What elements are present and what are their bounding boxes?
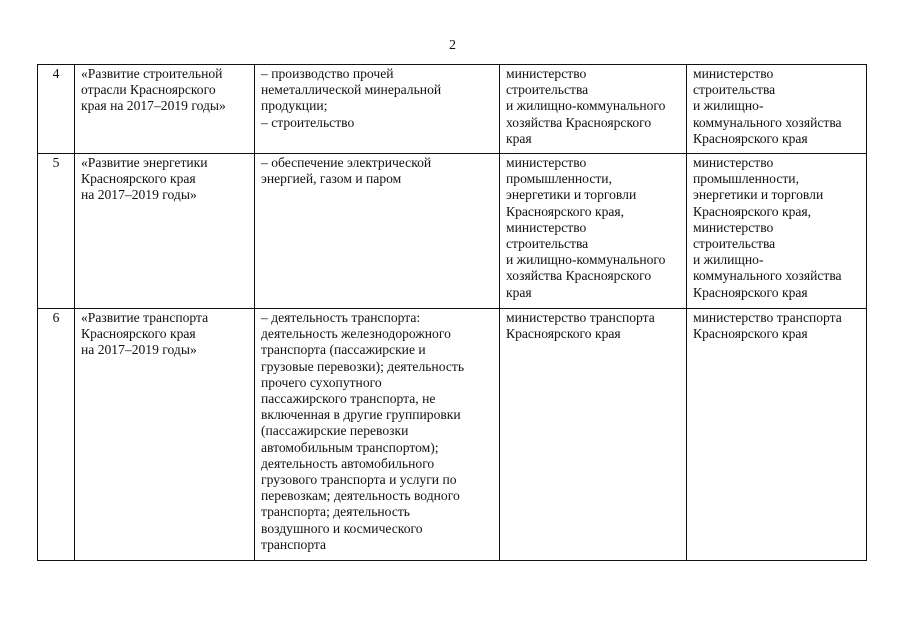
table-row (38, 154, 867, 309)
program-name-cell: «Развитие транспорта Красноярского края на 2017–2019 годы» (75, 309, 255, 561)
responsible-executor-cell: министерство промышленности, энергетики и торговли Красноярского края, министерство строительства и жилищно-коммунального хозяйства Красноярского края (500, 154, 687, 309)
page-number: 2 (449, 38, 456, 53)
row-number-cell: 4 (38, 65, 75, 154)
table-row (38, 65, 867, 154)
row-number-cell: 5 (38, 154, 75, 309)
responsible-executor-cell: министерство строительства и жилищно-коммунального хозяйства Красноярского края (500, 65, 687, 154)
program-name-cell: «Развитие строительной отрасли Красноярского края на 2017–2019 годы» (75, 65, 255, 154)
responsible-executor-cell: министерство транспорта Красноярского края (500, 309, 687, 561)
table-row (38, 309, 867, 561)
activities-cell: – деятельность транспорта: деятельность железнодорожного транспорта (пассажирские и грузовые перевозки); деятельность прочего сухопутного пассажирского транспорта, не включенная в другие группировки (пассажирские перевозки автомобильным транспортом); деятельность автомобильного грузового транспорта и услуги по перевозкам; деятельность водного транспорта; деятельность воздушного и космического транспорта (255, 309, 500, 561)
co-executor-cell: министерство промышленности, энергетики и торговли Красноярского края, министерство строительства и жилищно- коммунального хозяйства Красноярского края (687, 154, 867, 309)
program-name-cell: «Развитие энергетики Красноярского края на 2017–2019 годы» (75, 154, 255, 309)
programs-table (37, 64, 867, 561)
co-executor-cell: министерство транспорта Красноярского края (687, 309, 867, 561)
co-executor-cell: министерство строительства и жилищно- коммунального хозяйства Красноярского края (687, 65, 867, 154)
activities-cell: – обеспечение электрической энергией, газом и паром (255, 154, 500, 309)
activities-cell: – производство прочей неметаллической минеральной продукции; – строительство (255, 65, 500, 154)
row-number-cell: 6 (38, 309, 75, 561)
